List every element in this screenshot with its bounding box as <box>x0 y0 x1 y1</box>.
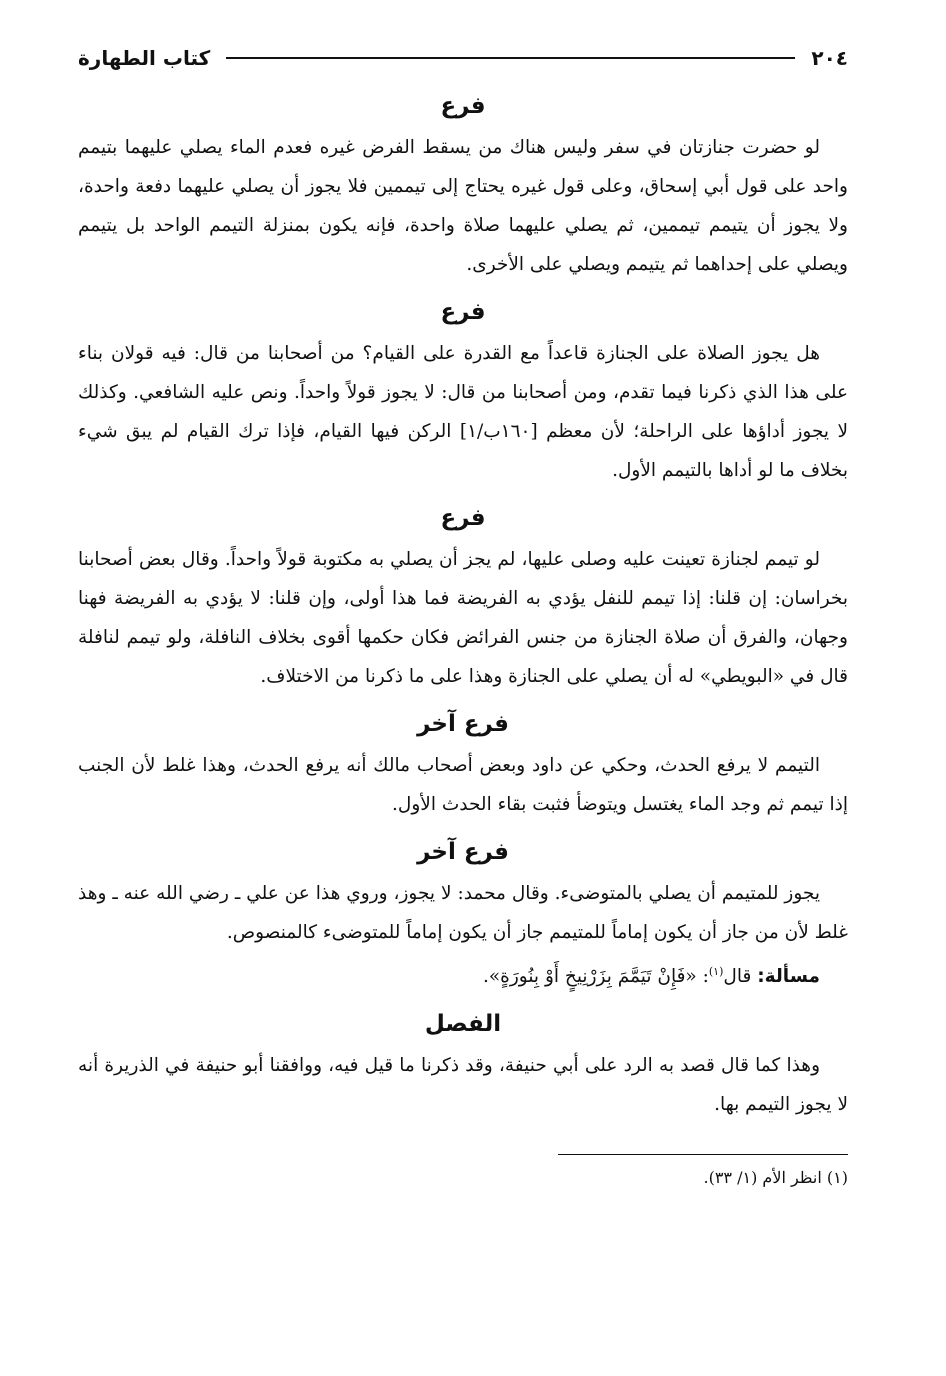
footnote-reference[interactable]: (١) <box>708 965 724 978</box>
page-number: ٢٠٤ <box>811 46 848 70</box>
section-5 <box>78 834 848 952</box>
section-paragraph: لو حضرت جنازتان في سفر وليس هناك من يسقط الفرض غيره فعدم الماء يصلي عليهما بتيمم واحد على قول أبي إسحاق، وعلى قول غيره يحتاج إلى تيممين فلا يجوز أن يصلي عليهما دفعة واحدة، ولا يجوز أن يتيمم تيممين، ثم يصلي عليهما صلاة واحدة، فإنه يكون بمنزلة التيمم الواحد بل يتيمم ويصلي على إحداهما ثم يتيمم ويصلي على الأخرى. <box>78 137 848 275</box>
fasl-paragraph: وهذا كما قال قصد به الرد على أبي حنيفة، وقد ذكرنا ما قيل فيه، ووافقنا أبو حنيفة في الذريرة أنه لا يجوز التيمم بها. <box>78 1055 848 1116</box>
page-header <box>78 38 848 78</box>
masala-quote: : «فَإِنْ تَيَمَّمَ بِزَرْنِيخٍ أَوْ بِنُورَةٍ». <box>482 966 709 988</box>
section-paragraph: لو تيمم لجنازة تعينت عليه وصلى عليها، لم يجز أن يصلي به مكتوبة قولاً واحداً. وقال بعض أصحابنا بخراسان: إن قلنا: إذا تيمم للنفل يؤدي به الفريضة فما هذا أولى، وإن قلنا: لا يؤدي به الفريضة فهنا وجهان، والفرق أن صلاة الجنازة من جنس الفرائض فكان حكمها أقوى بخلاف النافلة، ولو تيمم لنافلة قال في «البويطي» له أن يصلي على الجنازة وهذا على ما ذكرنا من الاختلاف. <box>78 549 848 687</box>
section-paragraph: التيمم لا يرفع الحدث، وحكي عن داود وبعض أصحاب مالك أنه يرفع الحدث، وهذا غلط لأن الجنب إذا تيمم ثم وجد الماء يغتسل ويتوضأ فثبت بقاء الحدث الأول. <box>78 755 848 815</box>
section-paragraph: يجوز للمتيمم أن يصلي بالمتوضىء. وقال محمد: لا يجوز، وروي هذا عن علي ـ رضي الله عنه ـ وهذ غلط لأن من جاز أن يكون إماماً للمتيمم جاز أن يكون إماماً للمتوضىء كالمنصوص. <box>78 883 848 943</box>
section-paragraph: هل يجوز الصلاة على الجنازة قاعداً مع القدرة على القيام؟ من أصحابنا من قال: فيه قولان بناء على هذا الذي ذكرنا فيما تقدم، ومن أصحابنا من قال: لا يجوز قولاً واحداً. ونص عليه الشافعي. وكذلك لا يجوز أداؤها على الراحلة؛ لأن معظم [١٦٠ب/١] الركن فيها القيام، فإذا ترك القيام لم يبق شيء بخلاف ما لو أداها بالتيمم الأول. <box>78 343 848 481</box>
header-rule <box>226 57 795 59</box>
masala-label: مسألة: <box>757 966 820 988</box>
section-3 <box>78 500 848 696</box>
section-heading: فرع آخر <box>417 839 509 865</box>
section-heading: فرع <box>440 505 486 531</box>
book-title: كتاب الطهارة <box>78 46 211 70</box>
section-heading: فرع <box>440 93 486 119</box>
masala-word: قال <box>723 966 752 988</box>
masala-line <box>78 952 848 996</box>
fasl-heading: الفصل <box>424 1011 502 1038</box>
section-1 <box>78 88 848 284</box>
section-2 <box>78 294 848 490</box>
section-heading: فرع آخر <box>417 711 509 737</box>
fasl-section <box>78 1006 848 1124</box>
footnote-separator <box>558 1154 848 1155</box>
footnote: (١) انظر الأم (١/ ٣٣). <box>703 1168 848 1188</box>
page <box>78 38 848 1191</box>
section-heading: فرع <box>440 299 486 325</box>
section-4 <box>78 706 848 824</box>
